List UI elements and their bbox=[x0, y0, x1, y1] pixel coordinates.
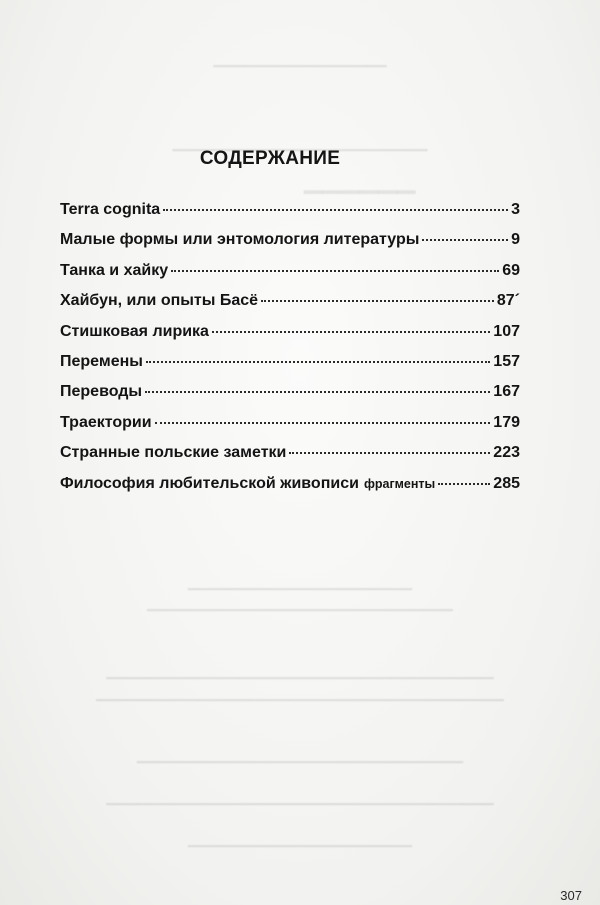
show-through-line: ▁▁▁▁▁▁▁▁▁▁▁▁▁▁▁▁▁▁▁▁▁▁▁▁▁▁▁▁▁▁▁▁▁▁▁▁▁▁ bbox=[106, 664, 494, 679]
toc-entry-title: Малые формы или энтомология литературы bbox=[60, 231, 420, 249]
show-through-line: ▁▁▁▁▁▁▁▁▁▁▁▁▁▁▁▁▁▁▁▁▁▁▁▁▁▁▁▁▁▁ bbox=[147, 596, 453, 611]
toc-entry-page: 157 bbox=[493, 352, 520, 370]
toc-entry-title: Стишковая лирика bbox=[60, 322, 209, 340]
dot-leader bbox=[289, 452, 490, 454]
dot-leader bbox=[261, 300, 494, 302]
dot-leader bbox=[171, 270, 499, 272]
toc-entry-page: 69 bbox=[502, 261, 520, 279]
toc-entry-title: Переводы bbox=[60, 383, 143, 401]
dot-leader bbox=[438, 483, 490, 485]
dot-leader bbox=[145, 391, 490, 393]
toc-entry-page: 87´ bbox=[496, 292, 520, 310]
toc-entry-title: Хайбун, или опыты Басё bbox=[60, 292, 259, 310]
show-through-line: ▁▁▁▁▁▁▁▁▁▁▁▁▁▁▁▁▁▁▁▁▁▁▁▁▁ bbox=[172, 136, 428, 151]
toc-entry-title: Terra cognita bbox=[60, 201, 161, 218]
toc-entry-title: Танка и хайку bbox=[60, 261, 169, 279]
toc-entry[interactable] bbox=[60, 383, 520, 413]
toc-entry-page: 107 bbox=[493, 322, 520, 340]
dot-leader bbox=[155, 422, 491, 424]
dot-leader bbox=[146, 361, 490, 363]
toc-entry-page: 167 bbox=[493, 383, 520, 401]
show-through-line: ▁▁▁▁▁▁▁▁▁▁▁▁▁▁▁▁▁▁▁▁▁▁▁▁▁▁▁▁▁▁▁▁▁▁▁▁▁▁▁▁ bbox=[96, 686, 504, 701]
show-through-line: ▁▁▁▁▁▁ bbox=[304, 168, 416, 194]
show-through-line: ▁▁▁▁▁▁▁▁▁▁▁▁▁▁▁▁▁▁▁▁▁▁▁▁▁▁▁▁▁▁▁▁ bbox=[136, 748, 464, 763]
toc-entry[interactable] bbox=[60, 353, 520, 383]
contents-heading: СОДЕРЖАНИЕ bbox=[199, 148, 341, 169]
toc-entry[interactable] bbox=[60, 475, 520, 505]
toc-entry[interactable] bbox=[60, 292, 520, 322]
dot-leader bbox=[422, 239, 508, 241]
toc-entry[interactable] bbox=[60, 231, 520, 261]
dot-leader bbox=[163, 209, 508, 211]
show-through-line: ▁▁▁▁▁▁▁▁▁▁▁▁▁▁▁▁▁▁▁▁▁▁▁▁▁▁▁▁▁▁▁▁▁▁▁▁▁▁ bbox=[106, 790, 494, 805]
toc-entry[interactable] bbox=[60, 262, 520, 292]
toc-entry-title: Траектории bbox=[60, 413, 152, 431]
toc-entry-title: Философия любительской живописи bbox=[60, 474, 359, 492]
show-through-line: ▁▁▁▁▁▁▁▁▁▁▁▁▁▁▁▁▁▁▁▁▁▁ bbox=[187, 575, 413, 590]
toc-entry[interactable] bbox=[60, 444, 520, 474]
toc-entry[interactable] bbox=[60, 323, 520, 353]
dot-leader bbox=[212, 331, 490, 333]
toc-entry-note: фрагменты bbox=[363, 476, 436, 491]
toc-entry[interactable] bbox=[60, 201, 520, 231]
show-through-line: ▁▁▁▁▁▁▁▁▁▁▁▁▁▁▁▁▁ bbox=[213, 52, 387, 67]
toc-entry-page: 3 bbox=[511, 201, 520, 218]
toc-entry-page: 223 bbox=[493, 444, 520, 462]
toc-entry-page: 179 bbox=[493, 413, 520, 431]
toc-entry-title: Странные польские заметки bbox=[60, 444, 287, 462]
toc-entry-page: 285 bbox=[493, 474, 520, 492]
table-of-contents bbox=[60, 201, 520, 505]
show-through-line: ▁▁▁▁▁▁▁▁▁▁▁▁▁▁▁▁▁▁▁▁▁▁ bbox=[187, 832, 413, 847]
page-number: 307 bbox=[560, 888, 582, 903]
toc-entry-title: Перемены bbox=[60, 352, 143, 370]
toc-entry-page: 9 bbox=[511, 231, 520, 249]
toc-entry[interactable] bbox=[60, 414, 520, 444]
